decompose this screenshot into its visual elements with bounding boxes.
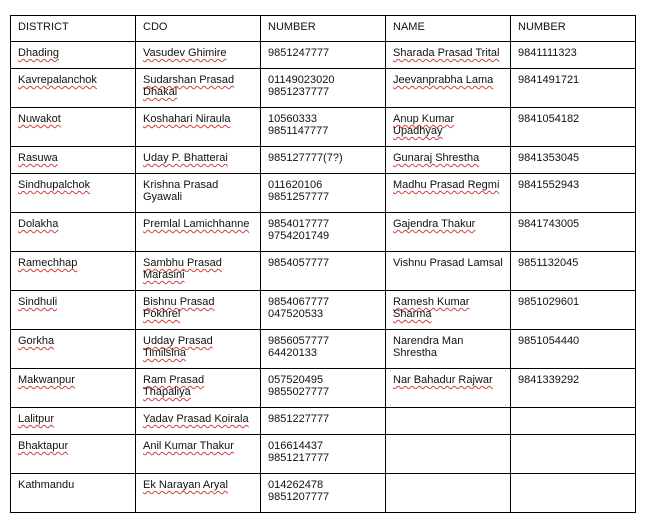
cdo-cell-line: Koshahari Niraula (143, 113, 231, 125)
cdo-number-cell-line: 9854017777 (268, 218, 330, 230)
cdo-number-cell-line: 9754201749 (268, 230, 330, 242)
district-cell-line: Nuwakot (18, 113, 61, 125)
name-number-cell-line: 9841552943 (518, 179, 580, 191)
cdo-number-cell-line: 10560333 (268, 113, 317, 125)
cdo-number-cell-line: 9851257777 (268, 191, 330, 203)
name-number-cell-line: 9841743005 (518, 218, 580, 230)
name-cell-line: Nar Bahadur Rajwar (393, 374, 493, 386)
cdo-number-cell-line: 011620106 (268, 179, 323, 191)
district-cell-line: Rasuwa (18, 152, 58, 164)
district-cell-line: Makwanpur (18, 374, 75, 386)
header-name: NAME (386, 16, 511, 42)
header-cdo: CDO (136, 16, 261, 42)
name-cell (386, 108, 511, 147)
name-cell (386, 474, 511, 513)
district-cell (11, 291, 136, 330)
cdo-number-cell-line: 057520495 (268, 374, 324, 386)
name-number-cell (511, 435, 636, 474)
name-number-cell (511, 213, 636, 252)
cdo-cell (136, 174, 261, 213)
table-row (11, 291, 636, 330)
district-cell-line: Ramechhap (18, 257, 78, 269)
cdo-cell-line: Yadav Prasad Koirala (143, 413, 249, 425)
cdo-number-cell-line: 9851147777 (268, 125, 329, 137)
name-cell (386, 252, 511, 291)
table-row (11, 474, 636, 513)
cdo-number-cell (261, 435, 386, 474)
cdo-number-cell (261, 174, 386, 213)
name-number-cell (511, 291, 636, 330)
district-cell (11, 108, 136, 147)
name-cell (386, 330, 511, 369)
name-number-cell (511, 42, 636, 69)
name-cell (386, 147, 511, 174)
contact-table (10, 15, 636, 513)
name-cell (386, 42, 511, 69)
name-number-cell-line: 9841353045 (518, 152, 580, 164)
cdo-number-cell (261, 213, 386, 252)
name-cell-line: Sharma (393, 308, 432, 320)
cdo-number-cell-line: 9851217777 (268, 452, 330, 464)
cdo-number-cell-line: 985127777(7?) (268, 152, 343, 164)
name-number-cell (511, 369, 636, 408)
table-row (11, 252, 636, 291)
district-cell (11, 435, 136, 474)
name-cell (386, 369, 511, 408)
name-cell (386, 69, 511, 108)
district-cell-line: Sindhuli (18, 296, 58, 308)
name-number-cell-line: 9851132045 (518, 257, 579, 269)
name-number-cell (511, 408, 636, 435)
cdo-cell-line: Ram Prasad Thapaliya (143, 374, 205, 398)
name-number-cell-line: 9851029601 (518, 296, 580, 308)
name-number-cell (511, 474, 636, 513)
cdo-cell-line: Sambhu Prasad (143, 257, 222, 269)
name-number-cell (511, 108, 636, 147)
district-cell (11, 330, 136, 369)
cdo-number-cell (261, 69, 386, 108)
cdo-cell (136, 369, 261, 408)
cdo-cell (136, 408, 261, 435)
table-row (11, 108, 636, 147)
cdo-number-cell (261, 108, 386, 147)
cdo-number-cell (261, 147, 386, 174)
table-row (11, 330, 636, 369)
cdo-cell-line: Udday Prasad (143, 335, 213, 347)
name-cell (386, 408, 511, 435)
cdo-cell (136, 474, 261, 513)
name-number-cell (511, 69, 636, 108)
cdo-cell (136, 69, 261, 108)
district-cell-line: Gorkha (18, 335, 55, 347)
table-row (11, 213, 636, 252)
cdo-number-cell (261, 42, 386, 69)
name-cell-line: Gunaraj Shrestha (393, 152, 480, 164)
cdo-cell (136, 108, 261, 147)
cdo-cell-line: Bishnu Prasad Pokhrel (143, 296, 215, 320)
cdo-number-cell-line: 9851237777 (268, 86, 330, 98)
table-row (11, 174, 636, 213)
cdo-number-cell-line: 016614437 (268, 440, 324, 452)
name-number-cell (511, 330, 636, 369)
district-cell-line: Lalitpur (18, 413, 55, 425)
table-row (11, 69, 636, 108)
district-cell (11, 174, 136, 213)
district-cell (11, 213, 136, 252)
name-number-cell-line: 9841491721 (518, 74, 580, 86)
district-cell (11, 252, 136, 291)
cdo-cell-line: Krishna Prasad (143, 179, 219, 191)
cdo-cell (136, 213, 261, 252)
table-row (11, 369, 636, 408)
table-row (11, 435, 636, 474)
name-cell-line: Gajendra Thakur (393, 218, 476, 230)
name-number-cell-line: 9851054440 (518, 335, 580, 347)
district-cell-line: Kavrepalanchok (18, 74, 97, 86)
cdo-cell-line: Dhakal (143, 86, 178, 98)
name-cell-line: Madhu Prasad Regmi (393, 179, 500, 191)
district-cell-line: Kathmandu (18, 479, 75, 491)
cdo-cell-line: Gyawali (143, 191, 183, 203)
cdo-number-cell-line: 014262478 (268, 479, 324, 491)
name-cell-line: Jeevanprabha Lama (393, 74, 494, 86)
cdo-number-cell-line: 9854067777 (268, 296, 330, 308)
cdo-cell-line: Ek Narayan Aryal (143, 479, 228, 491)
cdo-number-cell-line: 01149023020 (268, 74, 335, 86)
district-cell-line: Dolakha (18, 218, 59, 230)
cdo-number-cell-line: 9851227777 (268, 413, 330, 425)
cdo-number-cell (261, 252, 386, 291)
table-row (11, 42, 636, 69)
name-number-cell (511, 252, 636, 291)
name-number-cell (511, 147, 636, 174)
cdo-cell-line: Vasudev Ghimire (143, 47, 227, 59)
district-cell-line: Dhading (18, 47, 59, 59)
header-number: NUMBER (261, 16, 386, 42)
name-cell-line: Shrestha (393, 347, 438, 359)
cdo-cell-line: Anil Kumar Thakur (143, 440, 234, 452)
header-district: DISTRICT (11, 16, 136, 42)
cdo-cell-line: Sudarshan Prasad (143, 74, 235, 86)
district-cell (11, 69, 136, 108)
name-cell-line: Narendra Man (393, 335, 464, 347)
name-number-cell (511, 174, 636, 213)
district-cell (11, 474, 136, 513)
cdo-cell-line: Uday P. Bhatterai (143, 152, 228, 164)
cdo-cell-line: Premlal Lamichhanne (143, 218, 250, 230)
cdo-number-cell-line: 047520533 (268, 308, 324, 320)
name-cell-line: Sharada Prasad Trital (393, 47, 500, 59)
name-number-cell-line: 9841111323 (518, 47, 577, 59)
cdo-number-cell-line: 9855027777 (268, 386, 330, 398)
cdo-number-cell-line: 9851207777 (268, 491, 330, 503)
name-number-cell-line: 9841054182 (518, 113, 580, 125)
district-cell (11, 147, 136, 174)
table-row (11, 408, 636, 435)
cdo-cell (136, 435, 261, 474)
cdo-number-cell-line: 9856057777 (268, 335, 330, 347)
cdo-number-cell-line: 9854057777 (268, 257, 330, 269)
name-cell (386, 435, 511, 474)
cdo-number-cell (261, 291, 386, 330)
cdo-cell-line: Timilsina (143, 347, 186, 359)
cdo-cell (136, 252, 261, 291)
cdo-number-cell (261, 474, 386, 513)
cdo-number-cell-line: 64420133 (268, 347, 317, 359)
district-cell (11, 408, 136, 435)
cdo-cell (136, 330, 261, 369)
district-cell (11, 42, 136, 69)
district-cell-line: Sindhupalchok (18, 179, 91, 191)
cdo-cell-line: Marasini (143, 269, 185, 281)
cdo-number-cell (261, 408, 386, 435)
name-cell-line: Vishnu Prasad Lamsal (393, 257, 503, 269)
name-cell-line: Ramesh Kumar (393, 296, 470, 308)
cdo-number-cell (261, 369, 386, 408)
cdo-cell (136, 291, 261, 330)
header-row (11, 16, 636, 42)
district-cell (11, 369, 136, 408)
name-number-cell-line: 9841339292 (518, 374, 580, 386)
name-cell (386, 213, 511, 252)
cdo-number-cell-line: 9851247777 (268, 47, 330, 59)
cdo-number-cell (261, 330, 386, 369)
cdo-cell (136, 42, 261, 69)
name-cell-line: Anup Kumar Upadhyay (393, 113, 455, 137)
header-number-2: NUMBER (511, 16, 636, 42)
district-cell-line: Bhaktapur (18, 440, 69, 452)
table-row (11, 147, 636, 174)
name-cell (386, 291, 511, 330)
cdo-cell (136, 147, 261, 174)
name-cell (386, 174, 511, 213)
